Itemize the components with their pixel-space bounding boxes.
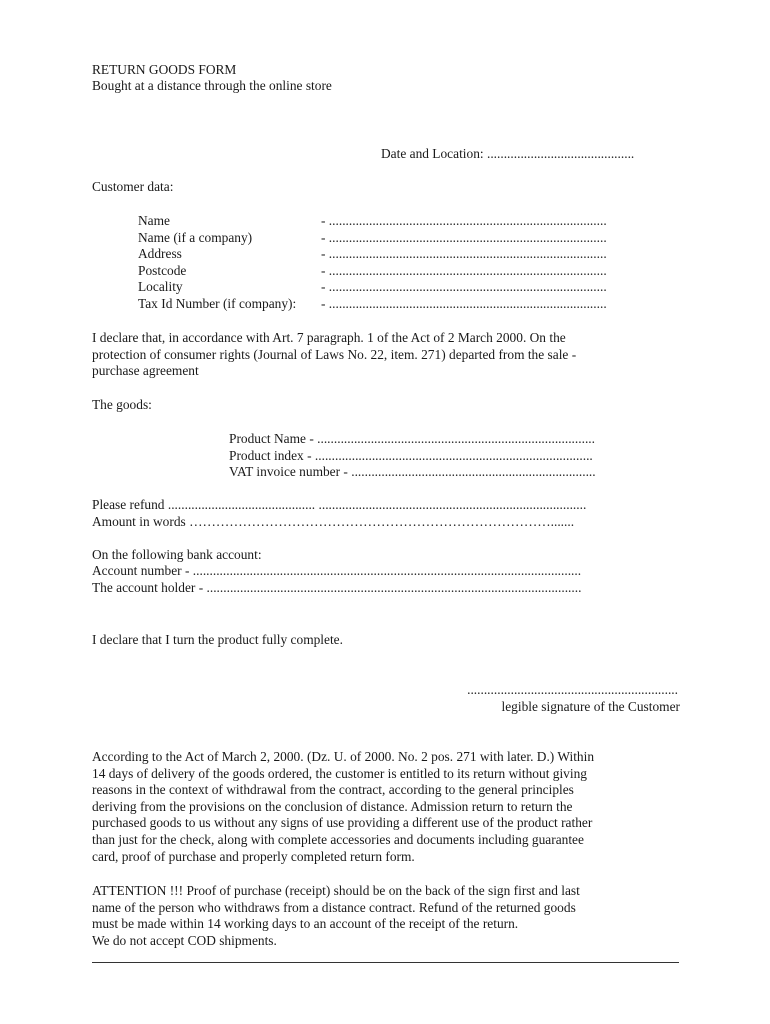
refund-details bbox=[92, 497, 692, 597]
customer-field-value-name: - ................................................................................... bbox=[321, 213, 607, 228]
bank-account-heading: On the following bank account: bbox=[92, 546, 262, 562]
attention-line: ATTENTION !!! Proof of purchase (receipt) should be on the back of the sign first and last bbox=[92, 883, 580, 898]
terms-line: than just for the check, along with complete accessories and documents including guarantee bbox=[92, 831, 584, 847]
declaration-line: I declare that, in accordance with Art. 7 paragraph. 1 of the Act of 2 March 2000. On the bbox=[92, 330, 566, 345]
form-title: RETURN GOODS FORM bbox=[92, 62, 237, 77]
customer-field-labels bbox=[138, 213, 296, 313]
customer-field-label-name: Name bbox=[138, 213, 170, 228]
goods-field-product-index: Product index - ................................................................................... bbox=[229, 447, 593, 463]
form-subtitle: Bought at a distance through the online store bbox=[92, 78, 332, 93]
attention-line: name of the person who withdraws from a distance contract. Refund of the returned goods bbox=[92, 899, 576, 915]
attention-paragraph bbox=[92, 883, 692, 949]
declaration-line: protection of consumer rights (Journal of Laws No. 22, item. 271) departed from the sale - bbox=[92, 346, 577, 362]
withdrawal-declaration bbox=[92, 330, 692, 380]
goods-field-vat-invoice-number: VAT invoice number - ......................................................................... bbox=[229, 464, 596, 480]
bank-account-holder-field: The account holder - ................................................................................................................ bbox=[92, 579, 582, 595]
bottom-divider bbox=[92, 962, 679, 963]
customer-field-value-postcode: - ................................................................................... bbox=[321, 262, 607, 278]
attention-line: must be made within 14 working days to an account of the receipt of the return. bbox=[92, 916, 519, 932]
terms-line: According to the Act of March 2, 2000. (Dz. U. of 2000. No. 2 pos. 271 with later. D.) Within bbox=[92, 749, 595, 764]
terms-line: 14 days of delivery of the goods ordered, the customer is entitled to its return without giving bbox=[92, 765, 587, 781]
return-terms-paragraph bbox=[92, 749, 692, 865]
customer-field-label-company-name: Name (if a company) bbox=[138, 229, 253, 245]
goods-fields bbox=[229, 431, 596, 481]
customer-field-value-locality: - ................................................................................... bbox=[321, 279, 607, 295]
customer-field-label-tax-id: Tax Id Number (if company): bbox=[138, 295, 297, 311]
goods-field-product-name: Product Name - ................................................................................... bbox=[229, 431, 595, 446]
customer-field-label-postcode: Postcode bbox=[138, 262, 187, 278]
customer-field-label-address: Address bbox=[138, 246, 182, 262]
customer-field-value-company-name: - ................................................................................... bbox=[321, 229, 607, 245]
customer-field-values bbox=[321, 213, 607, 313]
terms-line: reasons in the context of withdrawal from the contract, according to the general principles bbox=[92, 782, 574, 798]
customer-field-value-tax-id: - ................................................................................... bbox=[321, 295, 607, 311]
complete-product-declaration: I declare that I turn the product fully complete. bbox=[92, 632, 343, 647]
refund-line-please-refund: Please refund ............................................ ................................................................................ bbox=[92, 497, 587, 512]
declaration-line: purchase agreement bbox=[92, 363, 199, 379]
terms-line: deriving from the provisions on the conclusion of distance. Admission return to return the bbox=[92, 798, 573, 814]
refund-line-amount-in-words: Amount in words ………………………………………………………………………....... bbox=[92, 513, 575, 529]
signature-label: legible signature of the Customer bbox=[501, 699, 680, 714]
customer-data-heading: Customer data: bbox=[92, 179, 174, 194]
customer-field-value-address: - ................................................................................... bbox=[321, 246, 607, 262]
attention-line: We do not accept COD shipments. bbox=[92, 932, 277, 948]
signature-line: ............................................................... bbox=[467, 682, 678, 697]
terms-line: card, proof of purchase and properly completed return form. bbox=[92, 848, 415, 864]
goods-heading: The goods: bbox=[92, 397, 152, 412]
bank-account-number-field: Account number - .................................................................................................................... bbox=[92, 563, 582, 579]
refund-spacer bbox=[92, 530, 692, 547]
customer-field-label-locality: Locality bbox=[138, 279, 183, 295]
terms-line: purchased goods to us without any signs of use providing a different use of the product rather bbox=[92, 815, 593, 831]
date-location-field: Date and Location: ............................................ bbox=[381, 146, 635, 161]
